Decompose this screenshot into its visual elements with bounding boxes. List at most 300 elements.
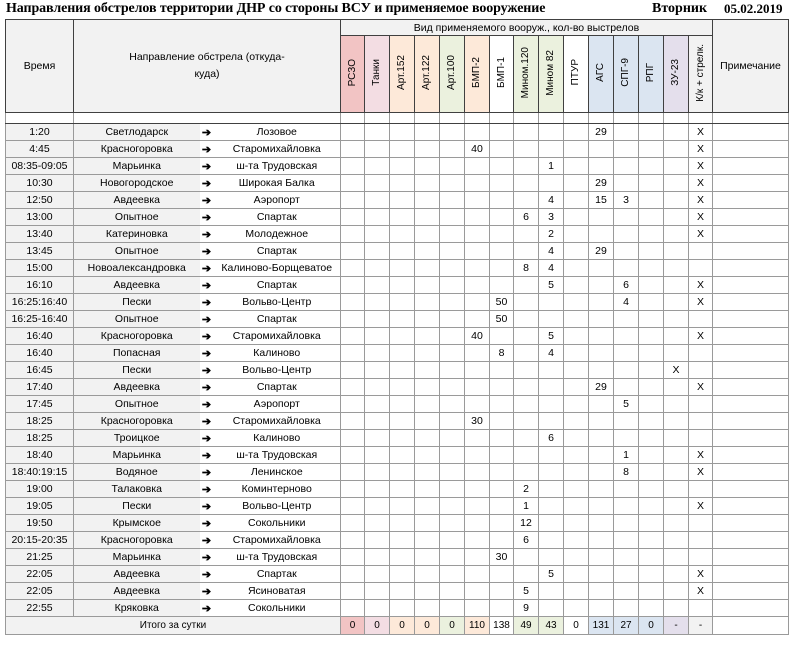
weapon-cell — [365, 345, 390, 362]
weapon-cell — [415, 294, 440, 311]
weapon-cell — [589, 532, 614, 549]
weapon-cell — [564, 498, 589, 515]
weapon-cell: X — [664, 362, 689, 379]
weapon-cell — [465, 396, 490, 413]
total-cell: 49 — [514, 617, 539, 635]
note-cell — [713, 583, 789, 600]
weapon-cell — [539, 600, 564, 617]
total-cell: 0 — [390, 617, 415, 635]
weapon-cell — [539, 515, 564, 532]
weapon-cell — [490, 430, 514, 447]
weapon-cell — [589, 141, 614, 158]
weapon-header-label: РПГ — [645, 62, 656, 83]
weapon-cell — [664, 328, 689, 345]
weapon-cell — [415, 447, 440, 464]
weapon-cell — [465, 549, 490, 566]
weapon-cell — [664, 260, 689, 277]
table-row — [6, 328, 789, 345]
weapon-cell — [390, 447, 415, 464]
to-cell: Широкая Балка — [214, 175, 341, 192]
weapon-cell — [341, 141, 365, 158]
weapon-cell — [514, 294, 539, 311]
arrow-icon: ➔ — [200, 379, 214, 396]
weapon-cell — [664, 396, 689, 413]
weapon-cell — [514, 158, 539, 175]
table-row — [6, 379, 789, 396]
weapon-cell — [440, 243, 465, 260]
weapon-cell — [490, 141, 514, 158]
weapon-cell — [490, 260, 514, 277]
table-row — [6, 226, 789, 243]
weapon-cell: X — [689, 141, 713, 158]
weapon-cell — [440, 311, 465, 328]
weapon-cell — [564, 430, 589, 447]
weapon-cell — [365, 328, 390, 345]
weapon-cell: 29 — [589, 379, 614, 396]
weapon-cell: X — [689, 124, 713, 141]
weapon-cell — [589, 549, 614, 566]
weapon-cell — [514, 549, 539, 566]
table-row — [6, 549, 789, 566]
weapon-cell — [440, 600, 465, 617]
weapon-cell — [465, 311, 490, 328]
weapon-cell — [440, 158, 465, 175]
weapon-header — [664, 36, 689, 113]
weapon-cell — [614, 158, 639, 175]
from-cell: Красногоровка — [74, 532, 200, 549]
weapon-cell — [539, 141, 564, 158]
weapon-cell — [365, 566, 390, 583]
weapon-cell — [465, 124, 490, 141]
time-cell: 19:05 — [6, 498, 74, 515]
page-title: Направления обстрелов территории ДНР со стороны ВСУ и применяемое вооружение — [6, 1, 546, 16]
weapon-header — [465, 36, 490, 113]
weapon-cell — [614, 124, 639, 141]
direction-header-label: Направление обстрела (откуда-куда) — [129, 51, 285, 80]
weapon-cell — [341, 345, 365, 362]
weapon-cell: 4 — [539, 243, 564, 260]
weapon-cell — [465, 566, 490, 583]
weapon-cell — [514, 243, 539, 260]
weapon-cell — [390, 362, 415, 379]
weapon-cell — [465, 243, 490, 260]
note-cell — [713, 549, 789, 566]
note-cell — [713, 413, 789, 430]
weapon-cell — [440, 345, 465, 362]
to-cell: Ленинское — [214, 464, 341, 481]
weapon-cell — [490, 413, 514, 430]
weapon-header-label: БМП-1 — [495, 57, 507, 88]
weapon-cell: X — [689, 277, 713, 294]
weapon-cell — [440, 549, 465, 566]
time-cell: 19:50 — [6, 515, 74, 532]
time-cell: 16:40 — [6, 328, 74, 345]
total-cell: 0 — [341, 617, 365, 635]
weapon-cell — [390, 498, 415, 515]
from-cell: Опытное — [74, 209, 200, 226]
table-row — [6, 294, 789, 311]
weapon-cell — [490, 464, 514, 481]
weapon-cell — [365, 583, 390, 600]
weapon-cell — [564, 209, 589, 226]
weapon-cell: 50 — [490, 311, 514, 328]
weapon-cell — [514, 345, 539, 362]
time-cell: 13:45 — [6, 243, 74, 260]
weapon-cell — [365, 260, 390, 277]
weapon-cell — [341, 549, 365, 566]
time-cell: 12:50 — [6, 192, 74, 209]
time-cell: 16:25:16:40 — [6, 294, 74, 311]
weapon-cell — [589, 566, 614, 583]
weapon-cell — [689, 345, 713, 362]
from-cell: Опытное — [74, 243, 200, 260]
weapon-cell — [514, 328, 539, 345]
weapon-cell — [365, 226, 390, 243]
weapon-cell — [440, 328, 465, 345]
time-cell: 08:35-09:05 — [6, 158, 74, 175]
weapon-cell — [341, 430, 365, 447]
weapon-cell — [564, 175, 589, 192]
time-cell: 16:10 — [6, 277, 74, 294]
weapon-cell — [639, 549, 664, 566]
weapon-cell: 4 — [539, 192, 564, 209]
weapon-header — [514, 36, 539, 113]
weapon-header-label: РСЗО — [346, 58, 358, 87]
weapon-cell — [415, 583, 440, 600]
arrow-icon: ➔ — [200, 566, 214, 583]
to-cell: Аэропорт — [214, 192, 341, 209]
weapon-cell: 2 — [514, 481, 539, 498]
weapon-header-label: СПГ-9 — [620, 58, 631, 87]
to-cell: Спартак — [214, 209, 341, 226]
weapon-cell — [465, 600, 490, 617]
time-cell: 21:25 — [6, 549, 74, 566]
weapon-cell — [390, 328, 415, 345]
weapon-cell — [390, 515, 415, 532]
time-cell: 18:40:19:15 — [6, 464, 74, 481]
arrow-icon: ➔ — [200, 549, 214, 566]
note-cell — [713, 141, 789, 158]
weapon-cell — [664, 243, 689, 260]
weapon-cell — [689, 532, 713, 549]
weapon-cell — [440, 515, 465, 532]
to-cell: Спартак — [214, 277, 341, 294]
weapon-cell — [341, 532, 365, 549]
total-label: Итого за сутки — [6, 617, 341, 635]
weapon-cell: X — [689, 158, 713, 175]
weapon-cell — [664, 447, 689, 464]
weapon-header-label: АГС — [595, 63, 606, 82]
weapon-cell — [664, 379, 689, 396]
weapon-cell — [365, 481, 390, 498]
weapon-cell — [614, 379, 639, 396]
weapon-cell — [664, 413, 689, 430]
weapon-cell — [639, 481, 664, 498]
weapon-cell — [564, 226, 589, 243]
weapon-cell — [539, 311, 564, 328]
weapon-cell: X — [689, 226, 713, 243]
weapon-cell — [490, 600, 514, 617]
to-cell: Коминтерново — [214, 481, 341, 498]
weapon-cell — [415, 158, 440, 175]
arrow-icon: ➔ — [200, 124, 214, 141]
total-row — [6, 617, 789, 635]
from-cell: Водяное — [74, 464, 200, 481]
weapon-cell — [390, 277, 415, 294]
table-row — [6, 345, 789, 362]
weapon-cell — [514, 277, 539, 294]
weapon-cell — [614, 311, 639, 328]
weapon-cell — [440, 430, 465, 447]
weapon-header — [564, 36, 589, 113]
arrow-icon: ➔ — [200, 532, 214, 549]
table-row — [6, 175, 789, 192]
arrow-icon: ➔ — [200, 277, 214, 294]
note-cell — [713, 362, 789, 379]
weapon-header-label: Арт.122 — [421, 55, 432, 90]
weapon-cell — [589, 396, 614, 413]
arrow-icon: ➔ — [200, 481, 214, 498]
weapon-cell — [589, 515, 614, 532]
weapon-cell — [639, 498, 664, 515]
arrow-icon: ➔ — [200, 345, 214, 362]
time-cell: 16:25-16:40 — [6, 311, 74, 328]
weapon-cell — [440, 464, 465, 481]
time-cell: 18:25 — [6, 430, 74, 447]
weapon-cell — [589, 311, 614, 328]
weapon-header — [589, 36, 614, 113]
weapon-cell — [639, 600, 664, 617]
weapon-cell — [365, 243, 390, 260]
time-cell: 10:30 — [6, 175, 74, 192]
note-cell — [713, 226, 789, 243]
weapon-cell — [341, 583, 365, 600]
weapon-cell — [589, 345, 614, 362]
to-cell: Спартак — [214, 566, 341, 583]
weapon-cell: 5 — [539, 277, 564, 294]
weapon-cell — [564, 447, 589, 464]
from-cell: Марьинка — [74, 447, 200, 464]
time-cell: 13:40 — [6, 226, 74, 243]
table-row — [6, 532, 789, 549]
weapon-header — [490, 36, 514, 113]
weapon-cell: 3 — [539, 209, 564, 226]
weapon-cell — [639, 124, 664, 141]
weapon-header — [639, 36, 664, 113]
weapon-cell — [440, 141, 465, 158]
arrow-icon: ➔ — [200, 260, 214, 277]
weapon-cell: X — [689, 464, 713, 481]
weapon-cell — [465, 379, 490, 396]
weapon-cell: 4 — [539, 260, 564, 277]
weapon-cell: 3 — [614, 192, 639, 209]
weapon-cell: 5 — [539, 328, 564, 345]
weapon-cell — [390, 549, 415, 566]
weapon-cell: 15 — [589, 192, 614, 209]
arrow-icon: ➔ — [200, 600, 214, 617]
to-cell: Старомихайловка — [214, 328, 341, 345]
arrow-icon: ➔ — [200, 175, 214, 192]
weapon-cell — [564, 277, 589, 294]
weapon-cell — [639, 158, 664, 175]
weapon-cell — [415, 430, 440, 447]
table-row — [6, 311, 789, 328]
weapon-cell — [514, 192, 539, 209]
note-cell — [713, 532, 789, 549]
note-cell — [713, 379, 789, 396]
weapon-cell — [465, 481, 490, 498]
weapon-cell — [564, 294, 589, 311]
weapon-cell — [564, 243, 589, 260]
total-cell: - — [664, 617, 689, 635]
note-cell — [713, 498, 789, 515]
weapon-cell — [589, 464, 614, 481]
weapon-cell — [614, 328, 639, 345]
weapon-cell — [664, 498, 689, 515]
weapon-cell — [564, 192, 589, 209]
from-cell: Пески — [74, 294, 200, 311]
weapon-cell — [664, 192, 689, 209]
weapon-cell — [415, 464, 440, 481]
weapon-cell — [490, 226, 514, 243]
to-cell: Сокольники — [214, 515, 341, 532]
arrow-icon: ➔ — [200, 141, 214, 158]
weapon-cell — [564, 566, 589, 583]
to-cell: Сокольники — [214, 600, 341, 617]
weapon-cell — [390, 583, 415, 600]
weapon-cell — [664, 345, 689, 362]
weapon-cell — [639, 226, 664, 243]
weapon-cell — [390, 481, 415, 498]
note-cell — [713, 158, 789, 175]
from-cell: Опытное — [74, 396, 200, 413]
weapon-cell — [465, 464, 490, 481]
weapon-cell — [415, 566, 440, 583]
weapon-cell — [689, 430, 713, 447]
weapon-cell — [415, 141, 440, 158]
weapon-cell — [614, 600, 639, 617]
weapon-cell — [465, 260, 490, 277]
arrow-icon: ➔ — [200, 396, 214, 413]
time-cell: 13:00 — [6, 209, 74, 226]
weapon-header — [365, 36, 390, 113]
weapon-cell — [639, 260, 664, 277]
weapon-cell — [415, 515, 440, 532]
weapon-cell — [589, 260, 614, 277]
weapon-cell — [341, 124, 365, 141]
weapon-cell — [390, 396, 415, 413]
weapon-cell — [689, 515, 713, 532]
time-cell: 16:45 — [6, 362, 74, 379]
weapon-header-label: К/к + стрелк. — [694, 43, 706, 102]
weapon-cell — [539, 379, 564, 396]
weapon-cell — [341, 464, 365, 481]
weapon-cell — [390, 413, 415, 430]
weapon-cell — [514, 175, 539, 192]
table-row — [6, 141, 789, 158]
weapon-header — [415, 36, 440, 113]
weapon-cell: 1 — [614, 447, 639, 464]
weapon-cell: X — [689, 566, 713, 583]
weapon-cell — [664, 175, 689, 192]
from-cell: Крымское — [74, 515, 200, 532]
weapon-cell — [490, 277, 514, 294]
weapon-cell — [465, 583, 490, 600]
weapon-cell — [341, 277, 365, 294]
weapon-cell — [564, 464, 589, 481]
weapon-cell — [664, 209, 689, 226]
weapon-cell — [614, 226, 639, 243]
time-cell: 16:40 — [6, 345, 74, 362]
table-row — [6, 413, 789, 430]
weapon-cell — [639, 209, 664, 226]
weapon-cell — [639, 243, 664, 260]
weapon-cell — [689, 311, 713, 328]
weapon-cell: X — [689, 379, 713, 396]
weapon-cell — [365, 294, 390, 311]
weapon-cell — [415, 396, 440, 413]
weapon-cell: 40 — [465, 141, 490, 158]
weapon-cell — [564, 549, 589, 566]
weapon-cell — [514, 430, 539, 447]
weapon-cell — [514, 566, 539, 583]
weapon-cell — [589, 498, 614, 515]
time-cell: 18:40 — [6, 447, 74, 464]
arrow-icon: ➔ — [200, 464, 214, 481]
weapon-cell — [564, 583, 589, 600]
to-cell: Молодежное — [214, 226, 341, 243]
weapon-cell: 29 — [589, 124, 614, 141]
weapon-cell — [390, 243, 415, 260]
weapon-cell: 12 — [514, 515, 539, 532]
weapon-cell — [415, 243, 440, 260]
note-cell — [713, 243, 789, 260]
from-cell: Новогородское — [74, 175, 200, 192]
weapon-cell — [689, 413, 713, 430]
weapon-cell — [564, 413, 589, 430]
weapon-cell — [365, 464, 390, 481]
weapon-cell — [539, 583, 564, 600]
weapon-cell — [514, 141, 539, 158]
arrow-icon: ➔ — [200, 311, 214, 328]
to-cell: Ясиноватая — [214, 583, 341, 600]
weapon-cell: 1 — [539, 158, 564, 175]
weapon-cell — [614, 175, 639, 192]
weapon-cell — [539, 549, 564, 566]
weapon-cell — [440, 277, 465, 294]
from-cell: Светлодарск — [74, 124, 200, 141]
weapon-cell — [440, 209, 465, 226]
weapon-cell — [390, 175, 415, 192]
weapon-cell — [440, 498, 465, 515]
weapon-cell — [614, 498, 639, 515]
weapon-cell — [664, 124, 689, 141]
weapon-cell — [440, 566, 465, 583]
weapon-cell — [390, 192, 415, 209]
time-cell: 17:40 — [6, 379, 74, 396]
weapon-cell — [341, 413, 365, 430]
weapon-cell — [341, 481, 365, 498]
table-row — [6, 124, 789, 141]
table-row — [6, 243, 789, 260]
to-cell: ш-та Трудовская — [214, 549, 341, 566]
weapon-cell — [341, 447, 365, 464]
weapon-cell — [589, 209, 614, 226]
weapon-cell — [465, 294, 490, 311]
to-cell: Спартак — [214, 311, 341, 328]
weapon-cell — [390, 464, 415, 481]
total-cell: 43 — [539, 617, 564, 635]
